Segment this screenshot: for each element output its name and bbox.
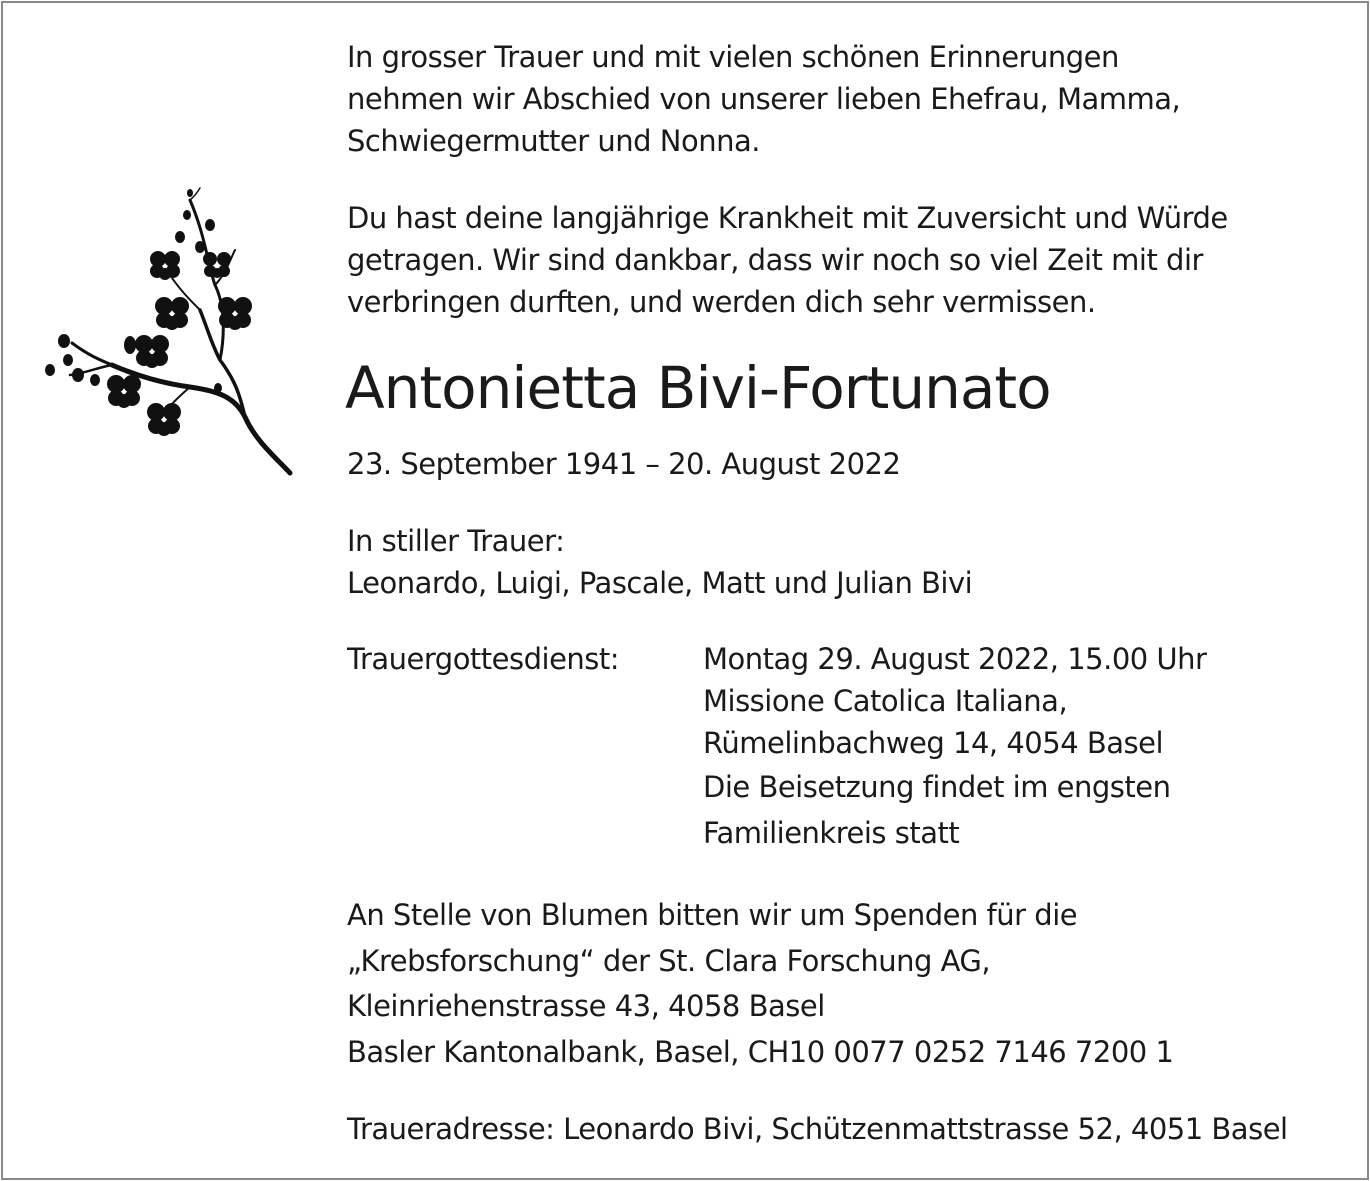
gratitude-line: Du hast deine langjährige Krankheit mit Zuversicht und Würde (347, 201, 1228, 235)
gratitude-line: verbringen durften, und werden dich sehr vermissen. (347, 285, 1096, 319)
life-dates: 23. September 1941 – 20. August 2022 (347, 447, 901, 481)
intro-line: nehmen wir Abschied von unserer lieben Ehefrau, Mamma, (347, 82, 1181, 116)
mourning-address-block (347, 1108, 1357, 1150)
donations-line: Basler Kantonalbank, Basel, CH10 0077 0252 7146 7200 1 (347, 1034, 1174, 1069)
donations-line: An Stelle von Blumen bitten wir um Spenden für die (347, 898, 1078, 932)
service-details (703, 638, 1363, 856)
service-label: Trauergottesdienst: (347, 642, 620, 676)
service-venue: Missione Catolica Italiana, (703, 684, 1068, 718)
gratitude-paragraph (347, 197, 1357, 323)
blossom-branch-icon (40, 185, 295, 480)
service-street: Rümelinbachweg 14, 4054 Basel (703, 726, 1164, 760)
service-date-time: Montag 29. August 2022, 15.00 Uhr (703, 642, 1207, 676)
donations-line: „Krebsforschung“ der St. Clara Forschung AG, (347, 943, 991, 978)
mourners-block (347, 520, 1357, 604)
gratitude-line: getragen. Wir sind dankbar, dass wir noch so viel Zeit mit dir (347, 243, 1203, 277)
mourners-heading: In stiller Trauer: (347, 524, 565, 558)
service-label-block (347, 638, 619, 680)
deceased-name: Antonietta Bivi-Fortunato (345, 354, 1051, 422)
donations-line: Kleinriehenstrasse 43, 4058 Basel (347, 989, 825, 1023)
life-dates-block (347, 443, 1357, 485)
intro-line: Schwiegermutter und Nonna. (347, 124, 760, 158)
mourners-names: Leonardo, Luigi, Pascale, Matt und Julian Bivi (347, 566, 973, 600)
donations-paragraph (347, 893, 1357, 1075)
burial-note-line: Familienkreis statt (703, 816, 960, 850)
intro-paragraph (347, 36, 1357, 162)
burial-note-line: Die Beisetzung findet im engsten (703, 770, 1171, 804)
intro-line: In grosser Trauer und mit vielen schönen Erinnerungen (347, 40, 1119, 74)
mourning-address: Traueradresse: Leonardo Bivi, Schützenmattstrasse 52, 4051 Basel (347, 1112, 1288, 1146)
